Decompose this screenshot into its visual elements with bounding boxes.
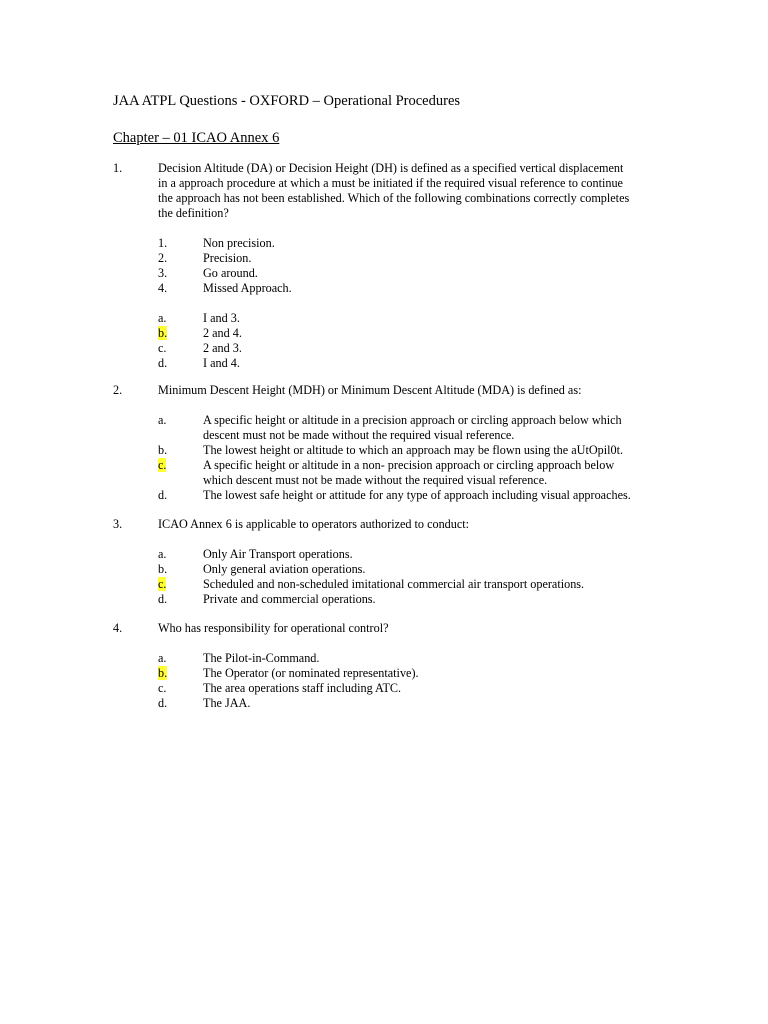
question-number: 3. — [113, 517, 123, 531]
question-text — [158, 161, 653, 221]
statement-item — [158, 251, 653, 266]
option-marker: a. — [158, 547, 167, 561]
answer-options — [158, 651, 653, 711]
option-marker: d. — [158, 592, 168, 606]
answer-option — [158, 413, 653, 443]
option-marker: c. — [158, 681, 167, 695]
option-marker: a. — [158, 311, 167, 325]
option-text: which descent must not be made without the required visual reference. — [203, 473, 548, 487]
option-text: The Pilot-in-Command. — [203, 651, 320, 665]
statement-text: Go around. — [203, 266, 258, 280]
question-text — [158, 621, 653, 636]
option-text: The lowest height or altitude to which an approach may be flown using the aUtOpil0t. — [203, 443, 624, 457]
question-3 — [113, 517, 653, 607]
answer-option — [158, 547, 653, 562]
answer-option — [158, 666, 653, 681]
answer-option — [158, 443, 653, 458]
option-marker: b. — [158, 562, 168, 576]
question-text-line: Decision Altitude (DA) or Decision Height (DH) is defined as a specified vertical displacement — [158, 161, 624, 175]
option-text: descent must not be made without the required visual reference. — [203, 428, 515, 442]
question-text-line: in a approach procedure at which a must be initiated if the required visual reference to continue — [158, 176, 623, 190]
statement-text: Precision. — [203, 251, 252, 265]
statement-marker: 2. — [158, 251, 168, 265]
answer-option — [158, 326, 653, 341]
answer-options — [158, 547, 653, 607]
option-text: I and 4. — [203, 356, 240, 370]
question-number: 4. — [113, 621, 123, 635]
question-text-line: ICAO Annex 6 is applicable to operators authorized to conduct: — [158, 517, 470, 531]
option-marker: c. — [158, 341, 167, 355]
statement-item — [158, 266, 653, 281]
option-marker: a. — [158, 651, 167, 665]
statement-item — [158, 236, 653, 251]
option-text: I and 3. — [203, 311, 240, 325]
option-text: The lowest safe height or attitude for any type of approach including visual approaches. — [203, 488, 631, 502]
question-number: 1. — [113, 161, 123, 175]
option-text: 2 and 4. — [203, 326, 242, 340]
answer-options — [158, 413, 653, 503]
option-text: Only general aviation operations. — [203, 562, 366, 576]
option-marker-highlighted: c. — [158, 458, 167, 472]
option-text: Private and commercial operations. — [203, 592, 376, 606]
statement-text: Non precision. — [203, 236, 275, 250]
option-marker-highlighted: c. — [158, 577, 167, 591]
chapter-heading: Chapter – 01 ICAO Annex 6 — [113, 130, 280, 146]
option-marker: b. — [158, 443, 168, 457]
answer-option — [158, 458, 653, 488]
question-1 — [113, 161, 653, 371]
option-marker-highlighted: b. — [158, 326, 168, 340]
statement-text: Missed Approach. — [203, 281, 292, 295]
option-text: The Operator (or nominated representative). — [203, 666, 419, 680]
statement-marker: 3. — [158, 266, 168, 280]
document-title: JAA ATPL Questions - OXFORD – Operational Procedures — [113, 93, 461, 109]
answer-option — [158, 488, 653, 503]
option-marker: a. — [158, 413, 167, 427]
question-2 — [113, 383, 653, 503]
question-text — [158, 383, 653, 398]
question-text — [158, 517, 653, 532]
answer-option — [158, 311, 653, 326]
question-text-line: the approach has not been established. Which of the following combinations correctly completes — [158, 191, 630, 205]
option-text: The JAA. — [203, 696, 251, 710]
option-marker: d. — [158, 488, 168, 502]
statement-list — [158, 236, 653, 296]
option-text: A specific height or altitude in a non- precision approach or circling approach below — [203, 458, 615, 472]
answer-option — [158, 681, 653, 696]
question-text-line: the definition? — [158, 206, 229, 220]
option-marker: d. — [158, 696, 168, 710]
option-text: Scheduled and non-scheduled imitational commercial air transport operations. — [203, 577, 585, 591]
question-text-line: Minimum Descent Height (MDH) or Minimum Descent Altitude (MDA) is defined as: — [158, 383, 582, 397]
answer-option — [158, 562, 653, 577]
statement-marker: 1. — [158, 236, 168, 250]
option-text: A specific height or altitude in a precision approach or circling approach below which — [203, 413, 622, 427]
option-marker: d. — [158, 356, 168, 370]
option-text: Only Air Transport operations. — [203, 547, 353, 561]
option-marker-highlighted: b. — [158, 666, 168, 680]
answer-option — [158, 577, 653, 592]
option-text: 2 and 3. — [203, 341, 242, 355]
answer-option — [158, 651, 653, 666]
statement-item — [158, 281, 653, 296]
answer-option — [158, 356, 653, 371]
question-4 — [113, 621, 653, 711]
option-text: The area operations staff including ATC. — [203, 681, 402, 695]
question-number: 2. — [113, 383, 123, 397]
question-text-line: Who has responsibility for operational control? — [158, 621, 389, 635]
answer-options — [158, 311, 653, 371]
statement-marker: 4. — [158, 281, 168, 295]
answer-option — [158, 696, 653, 711]
answer-option — [158, 341, 653, 356]
answer-option — [158, 592, 653, 607]
